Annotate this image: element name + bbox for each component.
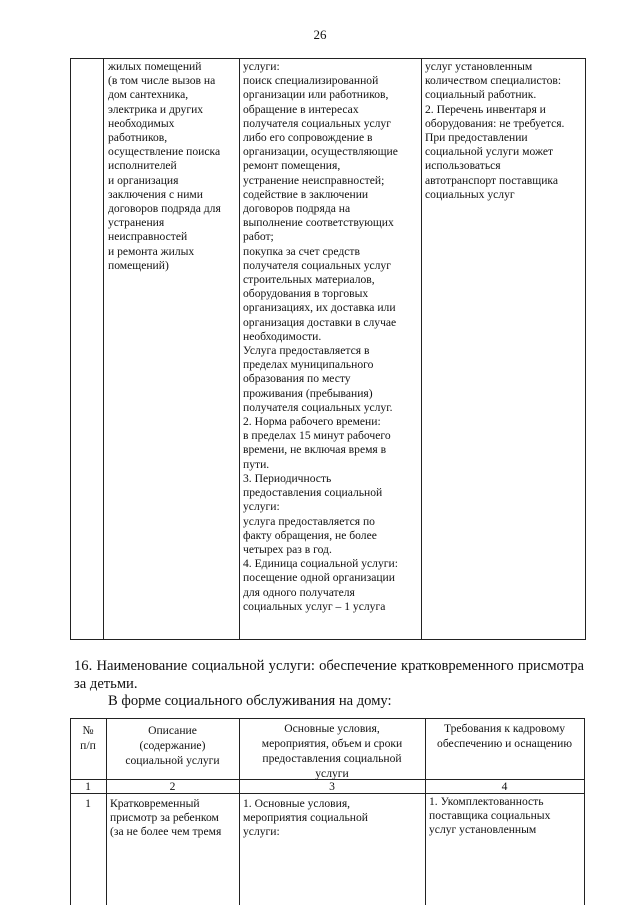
upper-table-divider-2 [239, 58, 240, 640]
upper-table-divider-3 [421, 58, 422, 640]
upper-table-divider-1 [103, 58, 104, 640]
row-requirements: 1. Укомплектованность поставщика социальных услуг установленным [429, 795, 551, 837]
upper-table-border-top [70, 58, 586, 59]
header-conditions: Основные условия, мероприятия, объем и сроки предоставления социальной услуги [261, 722, 403, 780]
upper-table-border-right [585, 58, 586, 640]
upper-table-border-left [70, 58, 71, 640]
column-number-2: 2 [169, 780, 176, 793]
upper-cell-conditions: услуги: поиск специализированной организации или работников, обращение в интересах получателя социальных услуг либо его сопровождение в организации, осуществляющие ремонт помещения, устранение неисправностей; содействие в заключении договоров подряда на выполнение соответствующих работ; покупка за счет средств получателя социальных услуг строительных материалов, оборудования в торговых организациях, их доставка или организация доставки в случае необходимости. Услуга предоставляется в пределах муниципального образования по месту проживания (пребывания) получателя социальных услуг. 2. Норма рабочего времени: в пределах 15 минут рабочего времени, не включая время в пути. 3. Периодичность предоставления социальной услуги: услуга предоставляется по факту обращения, не более четырех раз в год. 4. Единица социальной услуги: посещение одной организации для одного получателя социальных услуг – 1 услуга [243, 60, 398, 613]
row-conditions: 1. Основные условия, мероприятия социальной услуги: [243, 797, 368, 839]
header-number: № п/п [80, 724, 96, 752]
lower-table-numbers-bottom [70, 793, 585, 794]
column-number-3: 3 [329, 780, 335, 793]
section-subheading: В форме социального обслуживания на дому: [108, 693, 392, 709]
header-requirements: Требования к кадровому обеспечению и оснащению [437, 722, 572, 750]
lower-table-border-top [70, 718, 585, 719]
upper-table-border-bottom [70, 639, 586, 640]
upper-cell-requirements: услуг установленным количеством специалистов: социальный работник. 2. Перечень инвентаря и оборудования: не требуется. При предоставлении социальной услуги может использоваться автотранспорт поставщика социальных услуг [425, 60, 565, 201]
column-number-4: 4 [501, 780, 508, 793]
lower-table-border-right [584, 718, 585, 905]
upper-cell-description: жилых помещений (в том числе вызов на дом сантехника, электрика и других необходимых работников, осуществление поиска исполнителей и организация заключения с ними договоров подряда для устранения неисправностей и ремонта жилых помещений) [108, 60, 221, 272]
column-number-1: 1 [85, 780, 91, 793]
page-number: 26 [313, 27, 327, 42]
row-number: 1 [85, 797, 91, 810]
row-description: Кратковременный присмотр за ребенком (за не более чем тремя [110, 797, 222, 839]
header-description: Описание (содержание) социальной услуги [125, 724, 220, 767]
section-heading: 16. Наименование социальной услуги: обеспечение кратковременного присмотра за детьми. [74, 658, 584, 692]
